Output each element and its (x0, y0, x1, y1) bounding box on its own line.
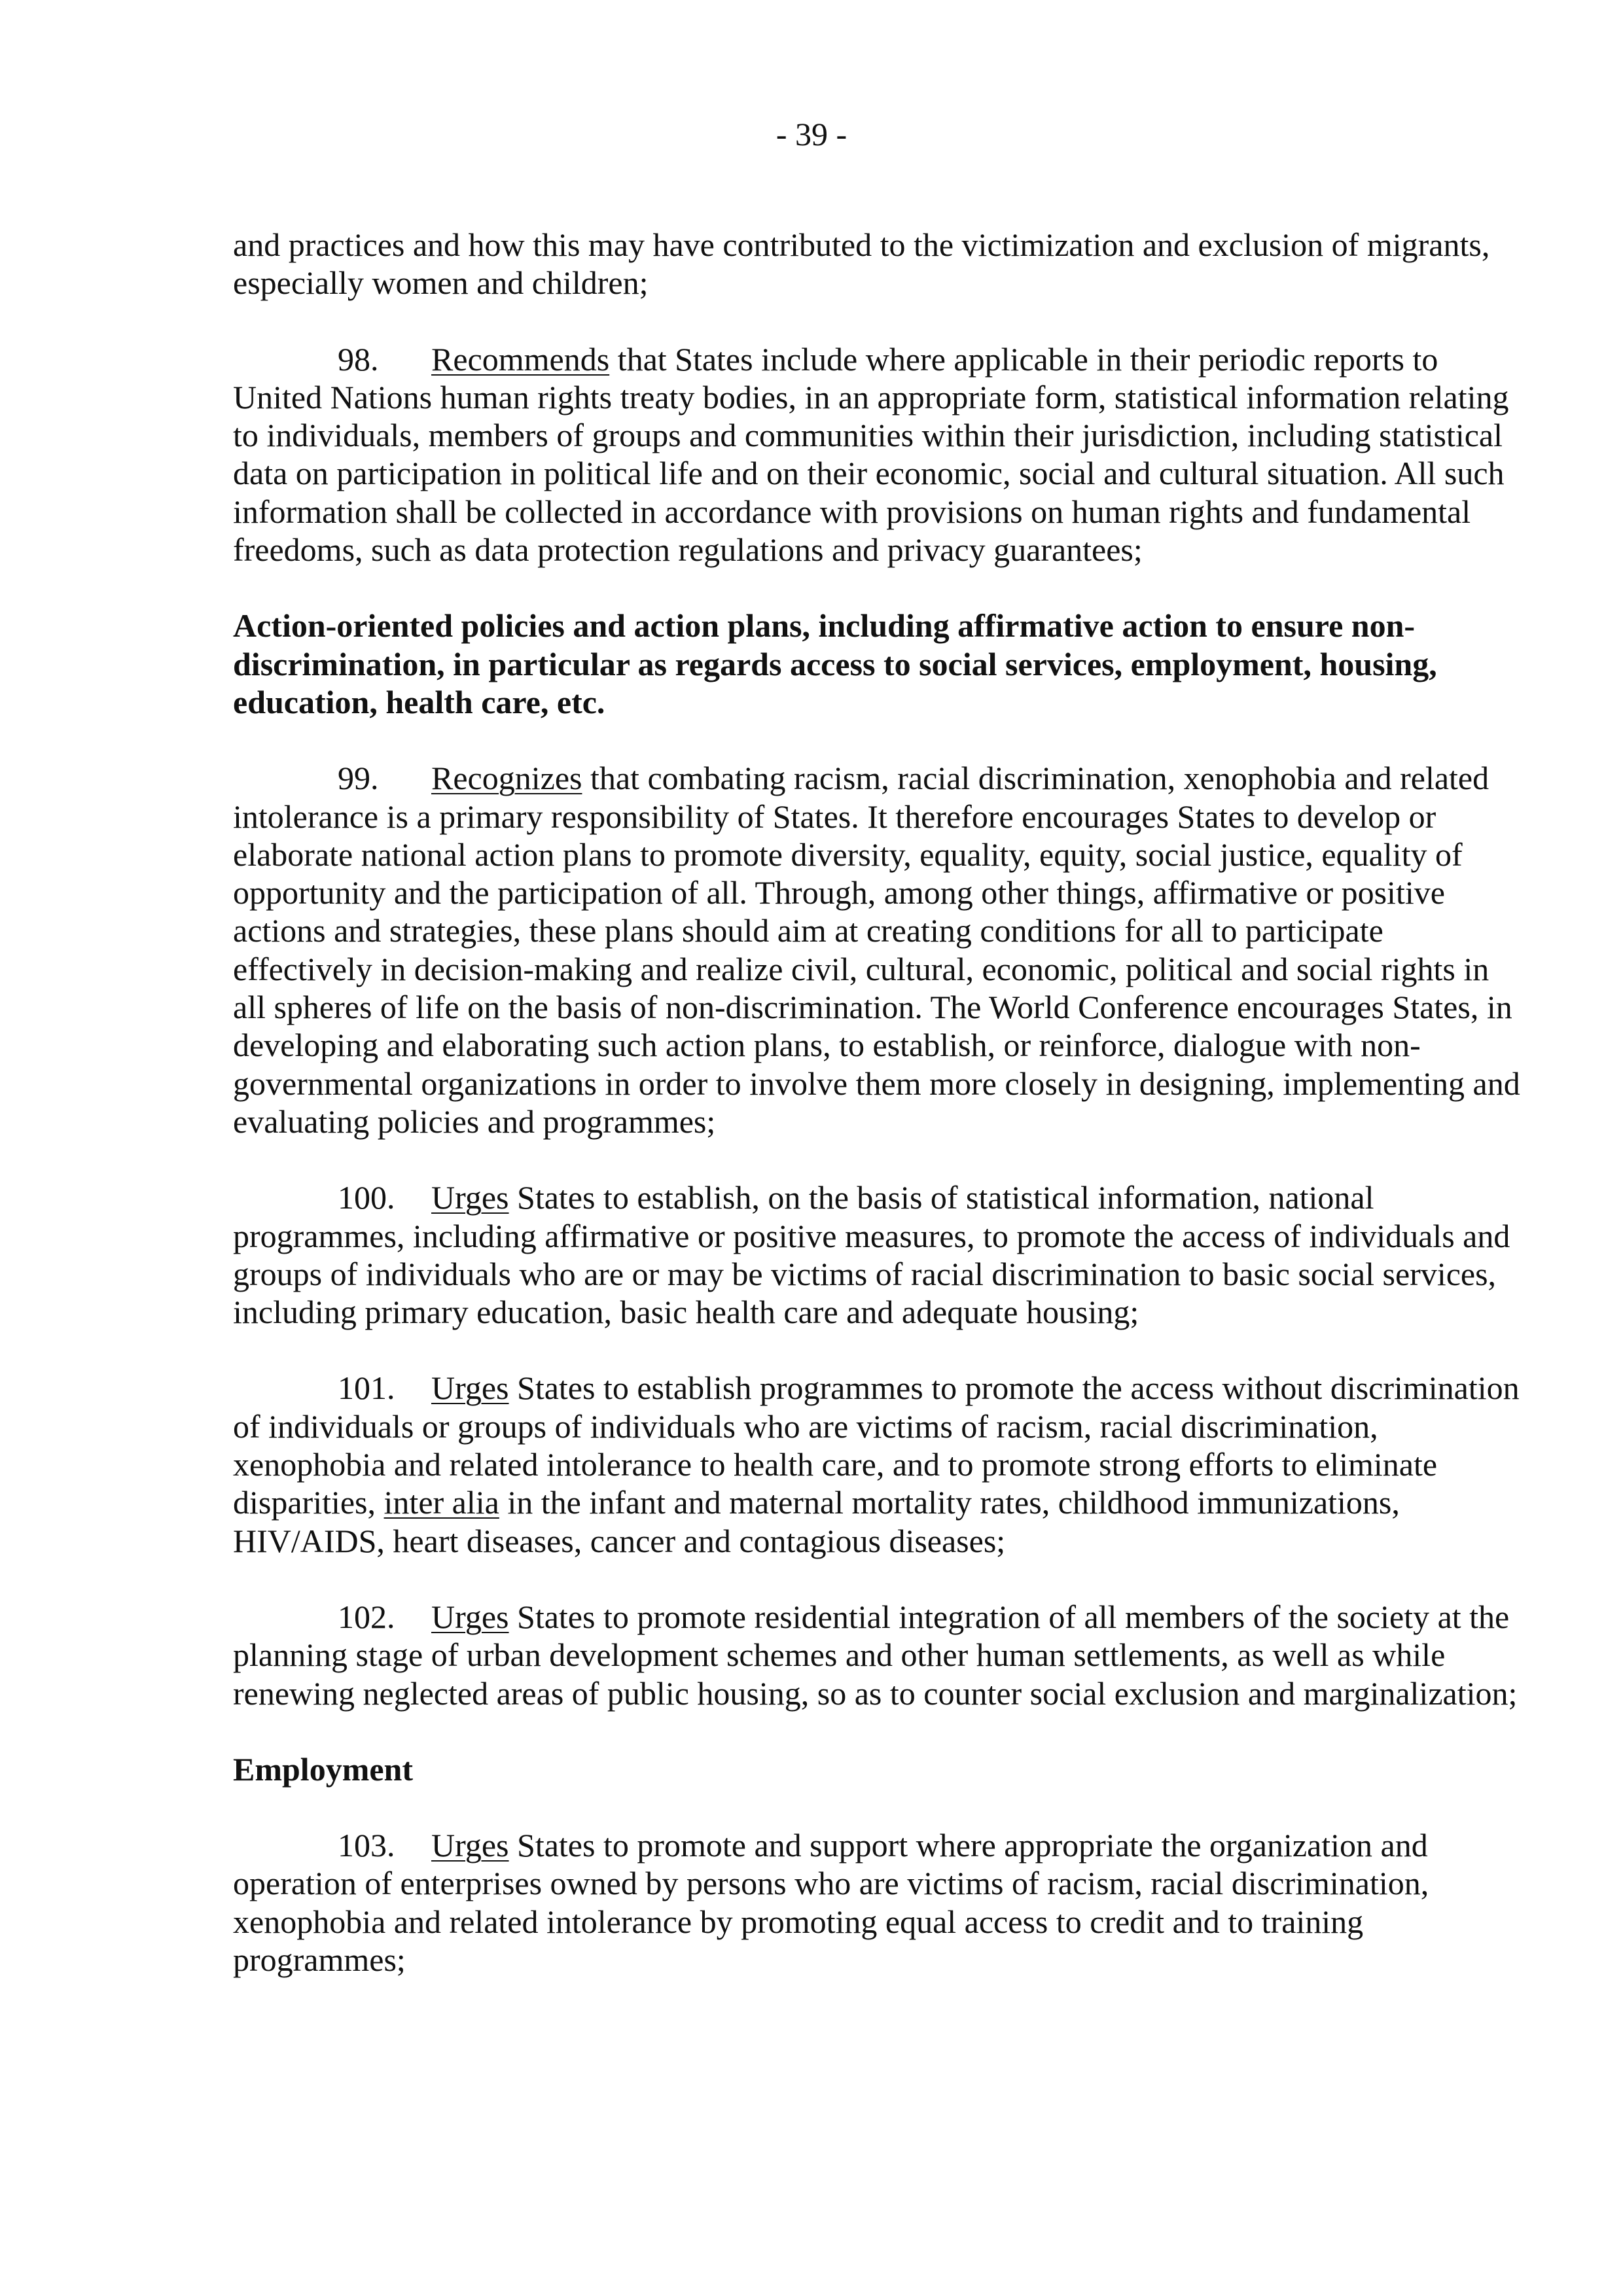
section-heading-employment: Employment (233, 1750, 413, 1788)
section-heading-action-plans: Action-oriented policies and action plans, including affirmative action to ensure non-discrimination, in particular as regards access to social services, employment, housing, education, health care, etc. (233, 607, 1437, 720)
paragraph-99 (233, 759, 1529, 1140)
paragraph-number: 100. (338, 1179, 395, 1216)
paragraph-text: in the infant and maternal mortality rates, childhood immunizations, HIV/AIDS, heart diseases, cancer and contagious diseases; (233, 1484, 1400, 1559)
paragraph-text: that combating racism, racial discrimination, xenophobia and related intolerance is a primary responsibility of States. It therefore encourages States to develop or elaborate national action plans to promote diversity, equality, equity, social justice, equality of opportunity and the participation of all. Through, among other things, affirmative or positive actions and strategies, these plans should aim at creating conditions for all to participate effectively in decision-making and realize civil, cultural, economic, political and social rights in all spheres of life on the basis of non-discrimination. The World Conference encourages States, in developing and elaborating such action plans, to establish, or reinforce, dialogue with non-governmental organizations in order to involve them more closely in designing, implementing and evaluating policies and programmes; (233, 760, 1520, 1140)
operative-keyword: Urges (431, 1827, 509, 1864)
paragraph-number: 103. (338, 1827, 395, 1864)
paragraph-98 (233, 340, 1529, 569)
paragraph-text: States to establish, on the basis of statistical information, national programmes, including affirmative or positive measures, to promote the access of individuals and groups of individuals who are or may be victims of racial discrimination to basic social services, including primary education, basic health care and adequate housing; (233, 1179, 1510, 1331)
paragraph-103 (233, 1826, 1529, 1979)
paragraph-100 (233, 1178, 1529, 1331)
latin-term: inter alia (383, 1484, 499, 1521)
paragraph-101 (233, 1369, 1529, 1559)
paragraph-number: 98. (338, 340, 379, 378)
paragraph-number: 102. (338, 1598, 395, 1635)
document-body (233, 226, 1529, 2017)
paragraph-text: States to promote residential integration of all members of the society at the planning stage of urban development schemes and other human settlements, as well as while renewing neglected areas of public housing, so as to counter social exclusion and marginalization; (233, 1598, 1518, 1712)
paragraph-text: States to promote and support where appropriate the organization and operation of enterprises owned by persons who are victims of racism, racial discrimination, xenophobia and related intolerance by promoting equal access to credit and to training programmes; (233, 1827, 1429, 1978)
paragraph-number: 99. (338, 760, 379, 797)
operative-keyword: Urges (431, 1369, 509, 1407)
paragraph-number: 101. (338, 1369, 395, 1407)
paragraph-text: States to establish programmes to promote the access without discrimination of individuals or groups of individuals who are victims of racism, racial discrimination, xenophobia and related intolerance to health care, and to promote strong efforts to eliminate disparities, (233, 1369, 1520, 1521)
paragraph-text: that States include where applicable in their periodic reports to United Nations human rights treaty bodies, in an appropriate form, statistical information relating to individuals, members of groups and communities within their jurisdiction, including statistical data on participation in political life and on their economic, social and cultural situation. All such information shall be collected in accordance with provisions on human rights and fundamental freedoms, such as data protection regulations and privacy guarantees; (233, 340, 1509, 569)
operative-keyword: Recommends (431, 340, 610, 378)
operative-keyword: Urges (431, 1598, 509, 1635)
paragraph-102 (233, 1598, 1529, 1712)
operative-keyword: Urges (431, 1179, 509, 1216)
continuation-paragraph: and practices and how this may have contributed to the victimization and exclusion of migrants, especially women and children; (233, 226, 1490, 302)
operative-keyword: Recognizes (431, 760, 582, 797)
page-number: - 39 - (776, 116, 847, 152)
